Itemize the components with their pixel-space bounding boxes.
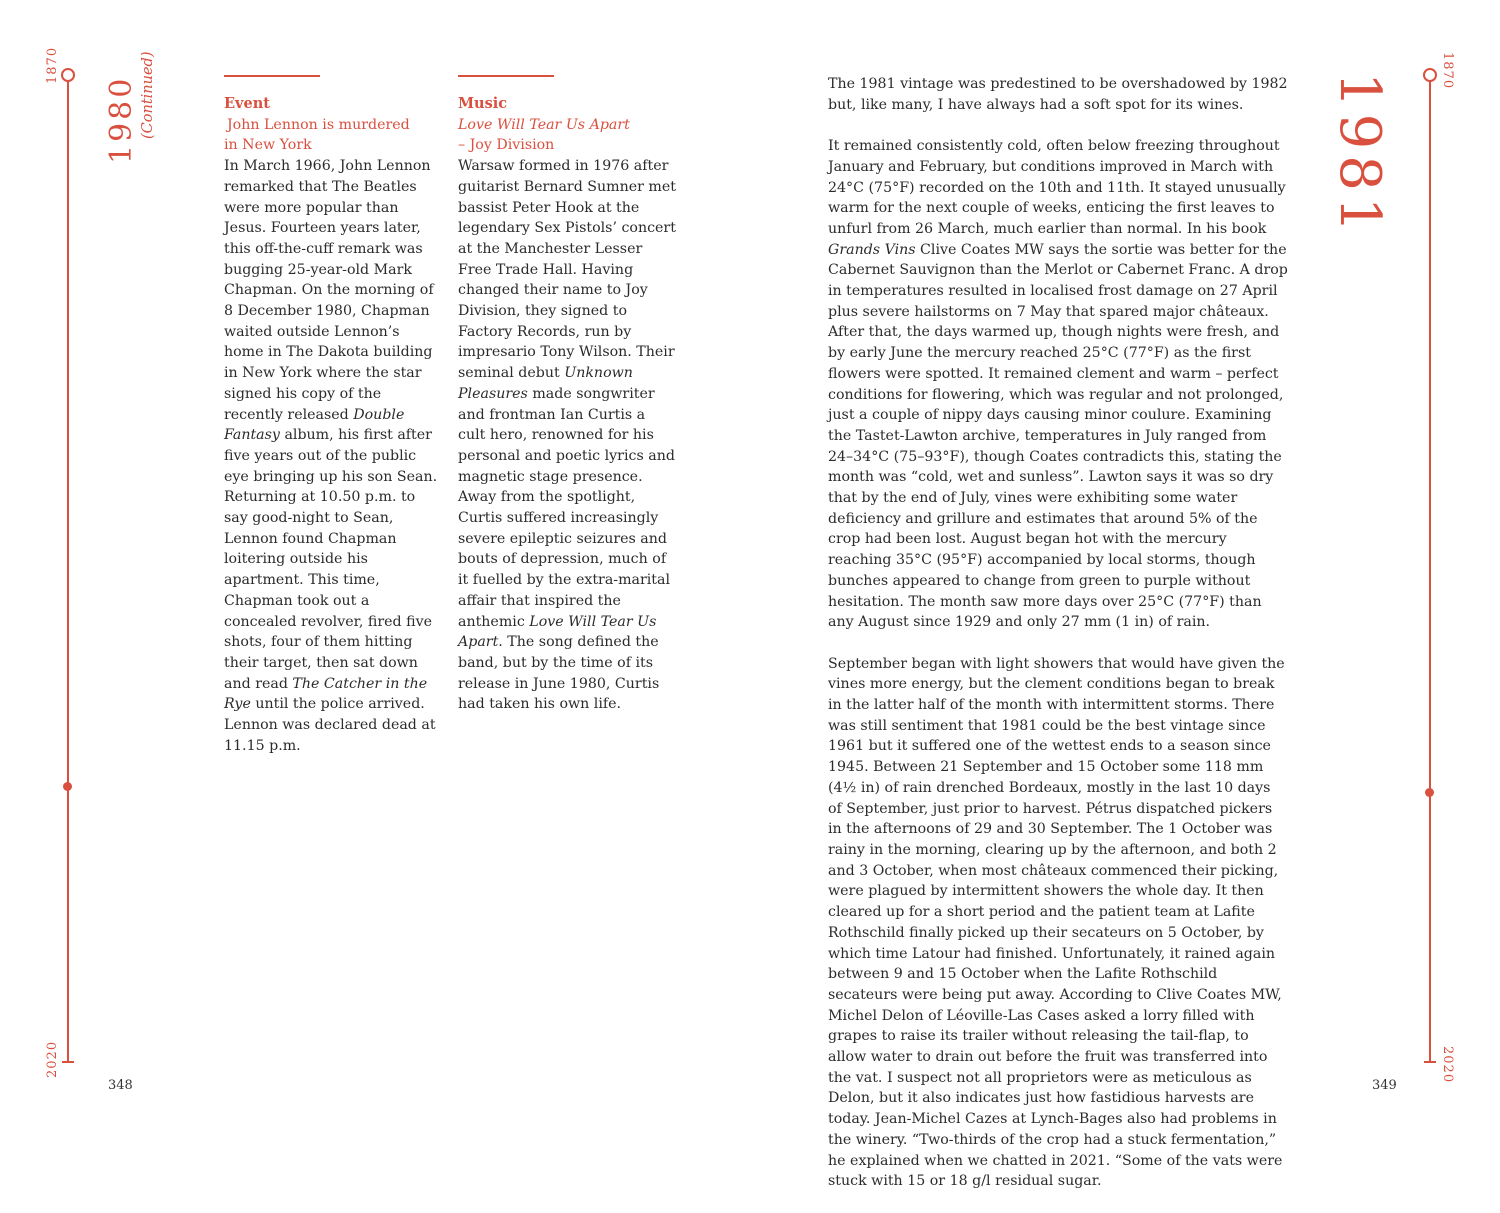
vintage-paragraph-2 bbox=[828, 136, 1288, 633]
event-body-part2: album, his first after five years out of the public eye bringing up his son Sean. Returning at 10.50 p.m. to say good-night to Sean, Lennon found Chapman loitering outside his apartment. This time, Chapman took out a concealed revolver, fired five shots, four of them hitting their target, then sat down and read bbox=[224, 427, 438, 692]
event-body-italic1: Double Fantasy bbox=[224, 406, 405, 444]
left-page-number: 348 bbox=[108, 1078, 133, 1093]
right-timeline-start-year: 1870 bbox=[1440, 52, 1455, 90]
left-timeline-end-tick bbox=[62, 1061, 74, 1063]
right-timeline-end-year: 2020 bbox=[1440, 1046, 1455, 1084]
music-body bbox=[458, 156, 676, 715]
vintage-text bbox=[828, 74, 1288, 1213]
right-timeline-end-tick bbox=[1424, 1061, 1436, 1063]
event-body-part3: until the police arrived. Lennon was declared dead at 11.15 p.m. bbox=[224, 696, 436, 754]
event-title bbox=[224, 115, 442, 156]
left-timeline-line bbox=[67, 78, 69, 1062]
music-body-italic1: Unknown Pleasures bbox=[458, 365, 633, 402]
vintage-p2-part2: Clive Coates MW says the sortie was better for the Cabernet Sauvignon than the Merlot or Cabernet Franc. A drop in temperatures resulted in localised frost damage on 27 April plus severe hailstorms on 7 May that spared major châteaux. After that, the days warmed up, though nights were fresh, and by early June the mercury reached 25°C (77°F) as the first flowers were spotted. It remained clement and warm – perfect conditions for flowering, which was regular and not prolonged, just a couple of nippy days causing minor coulure. Examining the Tastet-Lawton archive, temperatures in July ranged from 24–34°C (75–93°F), though Coates contradicts this, stating the month was “cold, wet and sunless”. Lawton says it was so dry that by the end of July, vines were exhibiting some water deficiency and grillure and estimates that around 5% of the crop had been lost. August began hot with the mercury reaching 35°C (95°F) accompanied by local storms, though bunches appeared to change from green to purple without hesitation. The month saw more days over 25°C (77°F) than any August since 1929 and only 27 mm (1 in) of rain. bbox=[828, 241, 1288, 631]
music-body-part3: . The song defined the band, but by the time of its release in June 1980, Curtis had taken his own life. bbox=[458, 634, 660, 713]
event-body bbox=[224, 156, 442, 756]
music-title-line2: – Joy Division bbox=[458, 137, 555, 154]
left-year-continued: (Continued) bbox=[140, 51, 156, 139]
music-title bbox=[458, 115, 676, 156]
music-rule bbox=[458, 75, 554, 77]
right-timeline-line bbox=[1429, 78, 1431, 1062]
left-year-title: 1980 bbox=[104, 75, 139, 164]
right-timeline-top-marker bbox=[1423, 68, 1437, 82]
event-title-line2: in New York bbox=[224, 137, 312, 154]
music-body-part1: Warsaw formed in 1976 after guitarist Bernard Sumner met bassist Peter Hook at the legendary Sex Pistols’ concert at the Manchester Lesser Free Trade Hall. Having changed their name to Joy Division, they signed to Factory Records, run by impresario Tony Wilson. Their seminal debut bbox=[458, 158, 676, 382]
event-column bbox=[224, 75, 442, 757]
left-timeline-top-marker bbox=[61, 68, 75, 82]
music-label: Music bbox=[458, 95, 508, 112]
event-label: Event bbox=[224, 95, 270, 112]
right-timeline-position-dot bbox=[1425, 788, 1434, 797]
right-page-number: 349 bbox=[1372, 1078, 1397, 1093]
event-body-italic2: The Catcher in the Rye bbox=[224, 675, 428, 713]
left-timeline-start-year: 1870 bbox=[45, 46, 60, 84]
vintage-paragraph-3: September began with light showers that would have given the vines more energy, but the clement conditions began to break in the latter half of the month with intermittent storms. There was still sentiment that 1981 could be the best vintage since 1961 but it suffered one of the wettest ends to a season since 1945. Between 21 September and 15 October some 118 mm (4½ in) of rain drenched Bordeaux, mostly in the last 10 days of September, just prior to harvest. Pétrus dispatched pickers in the afternoons of 29 and 30 September. The 1 October was rainy in the morning, clearing up by the afternoon, and both 2 and 3 October, when most châteaux commenced their picking, were plagued by intermittent showers the whole day. It then cleared up for a short period and the patient team at Lafite Rothschild finally picked up their secateurs on 5 October, by which time Latour had finished. Unfortunately, it rained again between 9 and 15 October when the Lafite Rothschild secateurs were being put away. According to Clive Coates MW, Michel Delon of Léoville-Las Cases asked a lorry filled with grapes to raise its trailer without releasing the tail-flap, to allow water to drain out before the fruit was transferred into the vat. I suspect not all proprietors were as meticulous as Delon, but it also indicates just how fastidious harvests are today. Jean-Michel Cazes at Lynch-Bages also had problems in the winery. “Two-thirds of the crop had a stuck fermentation,” he explained when we chatted in 2021. “Some of the vats were stuck with 15 or 18 g/l residual sugar. bbox=[828, 655, 1285, 1190]
event-body-part1: In March 1966, John Lennon remarked that The Beatles were more popular than Jesus. Fourteen years later, this off-the-cuff remark was bugging 25-year-old Mark Chapman. On the morning of 8 December 1980, Chapman waited outside Lennon’s home in The Dakota building in New York where the star signed his copy of the recently released bbox=[224, 158, 434, 423]
vintage-p2-italic: Grands Vins bbox=[828, 241, 916, 258]
vintage-paragraph-1: The 1981 vintage was predestined to be overshadowed by 1982 but, like many, I have always had a soft spot for its wines. bbox=[828, 76, 1288, 113]
event-rule bbox=[224, 75, 320, 77]
music-body-italic2: Love Will Tear Us Apart bbox=[458, 613, 657, 651]
right-year-title: 1981 bbox=[1327, 72, 1392, 239]
left-timeline-end-year: 2020 bbox=[45, 1040, 60, 1078]
left-timeline-position-dot bbox=[63, 782, 72, 791]
music-title-line1: Love Will Tear Us Apart bbox=[458, 116, 630, 133]
music-column bbox=[458, 75, 676, 715]
music-body-part2: made songwriter and frontman Ian Curtis a cult hero, renowned for his personal and poetic lyrics and magnetic stage presence. Away from the spotlight, Curtis suffered increasingly severe epileptic seizures and bouts of depression, much of it fuelled by the extra-marital affair that inspired the anthemic bbox=[458, 385, 675, 630]
event-title-line1: John Lennon is murdered bbox=[227, 116, 410, 133]
vintage-p2-part1: It remained consistently cold, often below freezing throughout January and February, but conditions improved in March with 24°C (75°F) recorded on the 10th and 11th. It stayed unusually warm for the next couple of weeks, enticing the first leaves to unfurl from 26 March, much earlier than normal. In his book bbox=[828, 138, 1286, 237]
